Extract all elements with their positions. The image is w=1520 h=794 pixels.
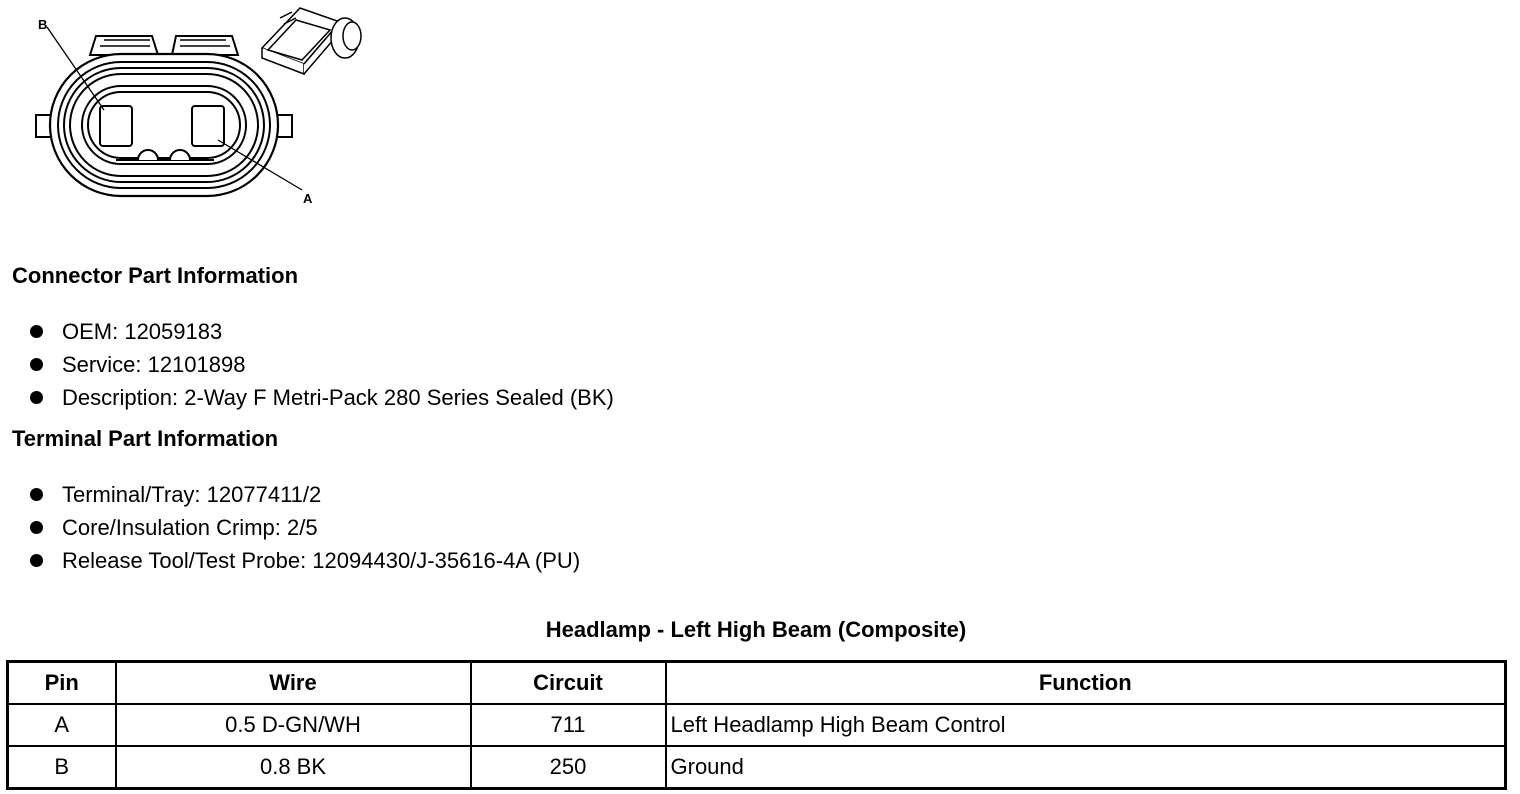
column-header-circuit: Circuit	[471, 662, 666, 705]
list-item: OEM: 12059183	[28, 315, 614, 348]
list-item: Release Tool/Test Probe: 12094430/J-35616-4A (PU)	[28, 544, 580, 577]
table-header-row	[8, 662, 1506, 705]
list-item: Terminal/Tray: 12077411/2	[28, 478, 580, 511]
bullet-icon	[30, 554, 43, 567]
connector-isometric-icon	[262, 8, 361, 74]
bullet-icon	[30, 391, 43, 404]
top-latch-right	[172, 36, 238, 55]
cell-circuit: 711	[471, 704, 666, 746]
pinout-table	[6, 660, 1507, 790]
pin-label-a: A	[303, 191, 313, 206]
bullet-icon	[30, 358, 43, 371]
bullet-icon	[30, 325, 43, 338]
connector-housing	[50, 54, 278, 196]
table-row	[8, 746, 1506, 789]
connector-face-diagram	[0, 0, 380, 220]
table-row	[8, 704, 1506, 746]
table-title: Headlamp - Left High Beam (Composite)	[545, 617, 967, 642]
cell-function: Left Headlamp High Beam Control	[666, 704, 1506, 746]
bullet-icon	[30, 488, 43, 501]
column-header-wire: Wire	[116, 662, 471, 705]
cell-function: Ground	[666, 746, 1506, 789]
terminal-part-info-heading: Terminal Part Information	[12, 426, 279, 451]
list-item: Core/Insulation Crimp: 2/5	[28, 511, 580, 544]
top-latch-left	[90, 36, 158, 55]
cell-pin: B	[8, 746, 116, 789]
bullet-icon	[30, 521, 43, 534]
column-header-pin: Pin	[8, 662, 116, 705]
cavity-b	[100, 106, 132, 146]
connector-part-info-list	[28, 315, 614, 414]
cell-wire: 0.8 BK	[116, 746, 471, 789]
list-item: Service: 12101898	[28, 348, 614, 381]
terminal-part-info-list	[28, 478, 580, 577]
cell-circuit: 250	[471, 746, 666, 789]
cell-pin: A	[8, 704, 116, 746]
column-header-function: Function	[666, 662, 1506, 705]
connector-part-info-heading: Connector Part Information	[12, 263, 299, 288]
pin-label-b: B	[38, 17, 48, 32]
cell-wire: 0.5 D-GN/WH	[116, 704, 471, 746]
list-item: Description: 2-Way F Metri-Pack 280 Series Sealed (BK)	[28, 381, 614, 414]
